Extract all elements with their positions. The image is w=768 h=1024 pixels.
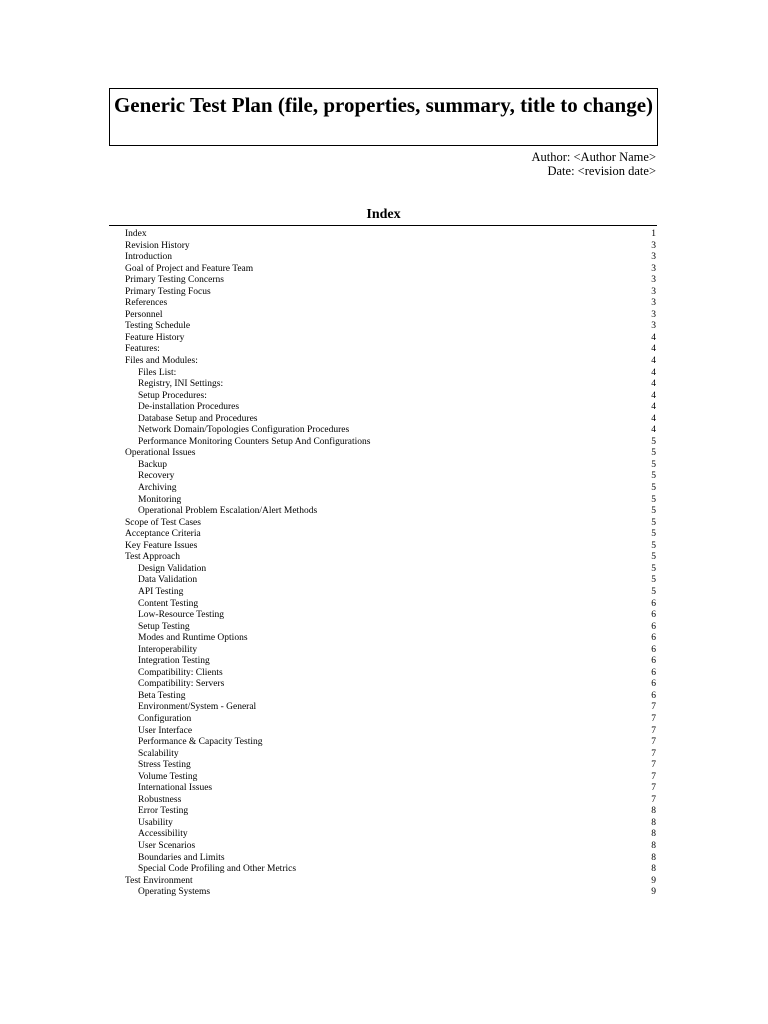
toc-entry-label: Scope of Test Cases — [125, 517, 201, 528]
toc-entry[interactable] — [125, 425, 656, 437]
toc-entry-page-number: 6 — [651, 621, 656, 632]
toc-entry-page-number: 7 — [651, 771, 656, 782]
toc-entry[interactable] — [125, 437, 656, 449]
toc-entry[interactable] — [125, 529, 656, 541]
toc-entry-page-number: 6 — [651, 667, 656, 678]
toc-entry-label: Monitoring — [138, 494, 182, 505]
toc-entry-label: Modes and Runtime Options — [138, 633, 248, 644]
toc-entry-label: De-installation Procedures — [138, 402, 240, 413]
toc-entry-label: Operational Problem Escalation/Alert Methods — [138, 506, 318, 517]
toc-entry-label: Feature History — [125, 332, 185, 343]
toc-entry[interactable] — [125, 841, 656, 853]
toc-entry[interactable] — [125, 414, 656, 426]
toc-entry-page-number: 3 — [651, 275, 656, 286]
toc-entry[interactable] — [125, 402, 656, 414]
toc-entry[interactable] — [125, 391, 656, 403]
toc-entry-label: Database Setup and Procedures — [138, 413, 258, 424]
toc-entry[interactable] — [125, 575, 656, 587]
toc-entry-label: Compatibility: Clients — [138, 667, 223, 678]
toc-entry-label: Content Testing — [138, 598, 199, 609]
toc-entry-label: Network Domain/Topologies Configuration Procedures — [138, 425, 350, 436]
toc-entry[interactable] — [125, 552, 656, 564]
toc-entry[interactable] — [125, 495, 656, 507]
toc-entry[interactable] — [125, 714, 656, 726]
toc-entry-label: Operational Issues — [125, 448, 196, 459]
toc-entry-page-number: 5 — [651, 529, 656, 540]
toc-entry-page-number: 3 — [651, 298, 656, 309]
toc-entry-page-number: 6 — [651, 690, 656, 701]
toc-entry-page-number: 9 — [651, 887, 656, 898]
toc-entry[interactable] — [125, 876, 656, 888]
toc-entry-label: Design Validation — [138, 563, 207, 574]
toc-entry-label: Beta Testing — [138, 690, 186, 701]
author-line: Author: <Author Name> — [531, 150, 656, 164]
toc-entry-page-number: 3 — [651, 286, 656, 297]
toc-entry-label: References — [125, 298, 168, 309]
toc-entry[interactable] — [125, 726, 656, 738]
toc-entry-page-number: 7 — [651, 794, 656, 805]
toc-entry-page-number: 3 — [651, 252, 656, 263]
toc-entry[interactable] — [125, 321, 656, 333]
toc-entry[interactable] — [125, 252, 656, 264]
toc-entry-label: Registry, INI Settings: — [138, 379, 224, 390]
toc-entry-label: Files and Modules: — [125, 356, 198, 367]
toc-entry[interactable] — [125, 518, 656, 530]
toc-entry-label: Error Testing — [138, 806, 189, 817]
toc-entry-page-number: 8 — [651, 817, 656, 828]
toc-entry-label: Performance Monitoring Counters Setup And Configurations — [138, 436, 371, 447]
toc-entry-page-number: 4 — [651, 379, 656, 390]
toc-entry-page-number: 7 — [651, 748, 656, 759]
toc-entry-page-number: 5 — [651, 459, 656, 470]
toc-entry[interactable] — [125, 760, 656, 772]
toc-entry-label: Scalability — [138, 748, 179, 759]
toc-entry-page-number: 6 — [651, 598, 656, 609]
toc-entry[interactable] — [125, 599, 656, 611]
toc-entry-label: Test Environment — [125, 875, 193, 886]
date-line: Date: <revision date> — [547, 164, 656, 178]
toc-entry[interactable] — [125, 795, 656, 807]
toc-entry-page-number: 3 — [651, 240, 656, 251]
toc-entry-label: Accessibility — [138, 829, 188, 840]
toc-entry-page-number: 5 — [651, 563, 656, 574]
toc-entry[interactable] — [125, 610, 656, 622]
toc-entry[interactable] — [125, 368, 656, 380]
toc-entry-page-number: 7 — [651, 737, 656, 748]
toc-entry-page-number: 8 — [651, 852, 656, 863]
toc-entry-page-number: 8 — [651, 829, 656, 840]
table-of-contents — [125, 229, 656, 899]
toc-entry-page-number: 1 — [651, 229, 656, 239]
toc-entry-page-number: 5 — [651, 448, 656, 459]
toc-entry-label: Low-Resource Testing — [138, 610, 224, 621]
toc-entry-label: Personnel — [125, 309, 163, 320]
toc-entry[interactable] — [125, 310, 656, 322]
toc-entry-page-number: 7 — [651, 760, 656, 771]
toc-entry-page-number: 6 — [651, 679, 656, 690]
toc-entry[interactable] — [125, 541, 656, 553]
toc-entry-page-number: 4 — [651, 356, 656, 367]
toc-entry-label: Introduction — [125, 252, 172, 263]
toc-entry-label: Environment/System - General — [138, 702, 257, 713]
toc-entry-label: Compatibility: Servers — [138, 679, 225, 690]
toc-entry[interactable] — [125, 275, 656, 287]
toc-entry[interactable] — [125, 691, 656, 703]
toc-entry-label: Boundaries and Limits — [138, 852, 225, 863]
toc-entry[interactable] — [125, 264, 656, 276]
toc-entry-page-number: 6 — [651, 633, 656, 644]
toc-entry-page-number: 5 — [651, 436, 656, 447]
toc-entry-page-number: 5 — [651, 575, 656, 586]
toc-entry-label: Features: — [125, 344, 160, 355]
toc-entry[interactable] — [125, 356, 656, 368]
toc-entry[interactable] — [125, 702, 656, 714]
toc-entry[interactable] — [125, 853, 656, 865]
toc-entry-label: Key Feature Issues — [125, 540, 198, 551]
toc-entry[interactable] — [125, 864, 656, 876]
toc-entry-page-number: 4 — [651, 344, 656, 355]
toc-entry-page-number: 5 — [651, 471, 656, 482]
toc-entry-page-number: 6 — [651, 644, 656, 655]
toc-entry-page-number: 4 — [651, 390, 656, 401]
toc-entry-label: Revision History — [125, 240, 190, 251]
toc-entry[interactable] — [125, 737, 656, 749]
toc-entry[interactable] — [125, 645, 656, 657]
toc-entry-label: International Issues — [138, 783, 213, 794]
toc-entry-label: Stress Testing — [138, 760, 191, 771]
toc-entry-label: Index — [125, 229, 147, 239]
toc-entry-label: Special Code Profiling and Other Metrics — [138, 864, 297, 875]
toc-entry[interactable] — [125, 298, 656, 310]
toc-entry-label: Volume Testing — [138, 771, 198, 782]
toc-entry[interactable] — [125, 668, 656, 680]
toc-entry-label: Test Approach — [125, 552, 181, 563]
toc-entry-page-number: 7 — [651, 783, 656, 794]
toc-entry[interactable] — [125, 749, 656, 761]
toc-entry-label: Operating Systems — [138, 887, 211, 898]
toc-entry[interactable] — [125, 229, 656, 241]
toc-entry[interactable] — [125, 564, 656, 576]
toc-entry-page-number: 4 — [651, 367, 656, 378]
toc-entry-page-number: 8 — [651, 864, 656, 875]
toc-entry-label: API Testing — [138, 586, 184, 597]
toc-entry[interactable] — [125, 622, 656, 634]
toc-entry-page-number: 5 — [651, 494, 656, 505]
toc-entry-page-number: 7 — [651, 713, 656, 724]
toc-entry-label: Files List: — [138, 367, 177, 378]
toc-entry-label: Performance & Capacity Testing — [138, 737, 263, 748]
toc-entry-page-number: 5 — [651, 540, 656, 551]
toc-entry-page-number: 4 — [651, 402, 656, 413]
toc-entry-label: Integration Testing — [138, 656, 210, 667]
toc-entry[interactable] — [125, 656, 656, 668]
toc-entry-label: Primary Testing Concerns — [125, 275, 224, 286]
toc-entry-page-number: 4 — [651, 413, 656, 424]
toc-entry-page-number: 4 — [651, 332, 656, 343]
toc-entry[interactable] — [125, 506, 656, 518]
toc-entry[interactable] — [125, 460, 656, 472]
toc-entry-page-number: 8 — [651, 840, 656, 851]
toc-entry-page-number: 4 — [651, 425, 656, 436]
toc-entry-page-number: 3 — [651, 321, 656, 332]
toc-entry-page-number: 7 — [651, 725, 656, 736]
toc-entry-page-number: 5 — [651, 586, 656, 597]
index-heading: Index — [366, 207, 401, 222]
toc-entry[interactable] — [125, 887, 656, 899]
index-divider — [109, 225, 657, 226]
toc-entry[interactable] — [125, 241, 656, 253]
toc-entry[interactable] — [125, 829, 656, 841]
toc-entry[interactable] — [125, 344, 656, 356]
toc-entry-page-number: 6 — [651, 656, 656, 667]
toc-entry[interactable] — [125, 471, 656, 483]
toc-entry[interactable] — [125, 587, 656, 599]
toc-entry-label: Configuration — [138, 713, 192, 724]
toc-entry[interactable] — [125, 633, 656, 645]
toc-entry-page-number: 8 — [651, 806, 656, 817]
toc-entry[interactable] — [125, 679, 656, 691]
toc-entry-page-number: 5 — [651, 552, 656, 563]
toc-entry-page-number: 3 — [651, 263, 656, 274]
document-title: Generic Test Plan (file, properties, summary, title to change) — [109, 88, 658, 146]
toc-entry-label: Setup Procedures: — [138, 390, 207, 401]
toc-entry-page-number: 5 — [651, 483, 656, 494]
toc-entry-page-number: 5 — [651, 517, 656, 528]
toc-entry-label: Recovery — [138, 471, 175, 482]
toc-entry-label: Interoperability — [138, 644, 198, 655]
toc-entry[interactable] — [125, 806, 656, 818]
toc-entry-label: Robustness — [138, 794, 182, 805]
toc-entry-label: Data Validation — [138, 575, 198, 586]
toc-entry-label: User Interface — [138, 725, 193, 736]
toc-entry[interactable] — [125, 379, 656, 391]
toc-entry[interactable] — [125, 333, 656, 345]
toc-entry-label: Goal of Project and Feature Team — [125, 263, 254, 274]
toc-entry-label: Archiving — [138, 483, 177, 494]
toc-entry[interactable] — [125, 287, 656, 299]
toc-entry-label: Setup Testing — [138, 621, 190, 632]
toc-entry-label: Primary Testing Focus — [125, 286, 211, 297]
toc-entry-label: Usability — [138, 817, 173, 828]
toc-entry-page-number: 3 — [651, 309, 656, 320]
toc-entry-page-number: 7 — [651, 702, 656, 713]
toc-entry[interactable] — [125, 772, 656, 784]
toc-entry-page-number: 9 — [651, 875, 656, 886]
toc-entry[interactable] — [125, 483, 656, 495]
toc-entry[interactable] — [125, 818, 656, 830]
toc-entry-label: Testing Schedule — [125, 321, 191, 332]
toc-entry-page-number: 6 — [651, 610, 656, 621]
toc-entry-page-number: 5 — [651, 506, 656, 517]
toc-entry-label: Backup — [138, 459, 168, 470]
toc-entry-label: User Scenarios — [138, 840, 196, 851]
toc-entry[interactable] — [125, 783, 656, 795]
toc-entry-label: Acceptance Criteria — [125, 529, 201, 540]
toc-entry[interactable] — [125, 448, 656, 460]
